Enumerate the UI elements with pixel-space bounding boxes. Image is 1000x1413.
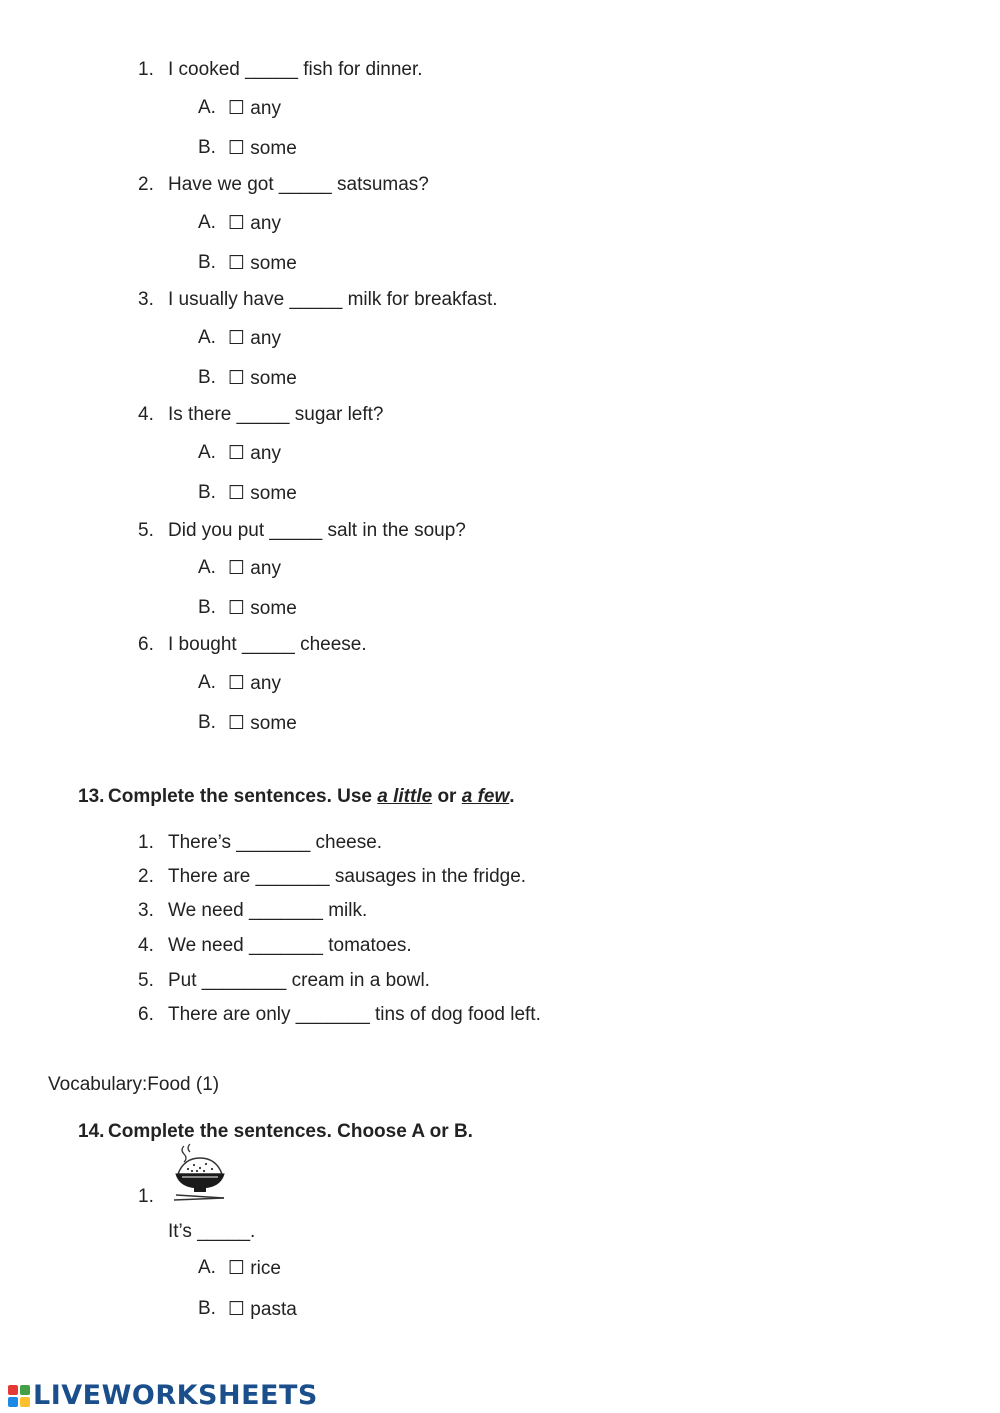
question-text: Is there _____ sugar left? [168,404,384,425]
question-text: Did you put _____ salt in the soup? [168,520,466,541]
sentence-number: 4. [138,935,154,956]
option-checkbox[interactable]: ☐ any [228,328,281,349]
sentence-number: 2. [138,866,154,887]
option-checkbox[interactable]: ☐ any [228,673,281,694]
option-letter: B. [198,1298,216,1319]
option-checkbox[interactable]: ☐ any [228,213,281,234]
option-letter: B. [198,367,216,388]
heading-option-a-few: a few [461,786,510,807]
option-letter: A. [198,212,216,233]
sentence-text: We need _______ milk. [168,900,368,921]
question-number: 1. [138,1186,154,1207]
option-letter: B. [198,252,216,273]
exercise-heading [108,786,515,808]
question-number: 5. [138,520,154,541]
sentence-number: 3. [138,900,154,921]
sentence-text: There are only _______ tins of dog food left. [168,1004,541,1025]
option-checkbox[interactable]: ☐ any [228,443,281,464]
sentence-text: There’s _______ cheese. [168,832,383,853]
question-number: 4. [138,404,154,425]
sentence-number: 6. [138,1004,154,1025]
question-text: It’s _____. [168,1221,256,1242]
option-checkbox[interactable]: ☐ some [228,483,297,504]
liveworksheets-logo [8,1380,318,1411]
heading-option-a-little: a little [377,786,433,807]
exercise-heading: Complete the sentences. Choose A or B. [108,1121,473,1142]
option-letter: A. [198,327,216,348]
sentence-text: We need _______ tomatoes. [168,935,412,956]
question-text: I usually have _____ milk for breakfast. [168,289,498,310]
question-text: Have we got _____ satsumas? [168,174,429,195]
option-letter: B. [198,597,216,618]
logo-blocks-icon [8,1385,30,1407]
vocabulary-title: Vocabulary:Food (1) [48,1074,220,1095]
rice-bowl-icon [170,1140,230,1204]
question-number: 3. [138,289,154,310]
option-checkbox[interactable]: ☐ some [228,368,297,389]
sentence-text: There are _______ sausages in the fridge. [168,866,527,887]
exercise-number: 13. [78,786,105,807]
exercise-number: 14. [78,1121,105,1142]
option-letter: B. [198,712,216,733]
sentence-text: Put ________ cream in a bowl. [168,970,430,991]
sentence-number: 5. [138,970,154,991]
option-letter: A. [198,97,216,118]
option-letter: B. [198,137,216,158]
option-checkbox[interactable]: ☐ rice [228,1258,281,1279]
question-number: 2. [138,174,154,195]
heading-or: or [432,786,462,807]
option-letter: A. [198,1257,216,1278]
option-letter: A. [198,672,216,693]
logo-text: LIVEWORKSHEETS [33,1380,318,1411]
question-text: I bought _____ cheese. [168,634,367,655]
option-checkbox[interactable]: ☐ some [228,598,297,619]
option-checkbox[interactable]: ☐ some [228,713,297,734]
sentence-number: 1. [138,832,154,853]
option-checkbox[interactable]: ☐ any [228,558,281,579]
option-letter: A. [198,557,216,578]
heading-suffix: . [509,786,515,807]
option-checkbox[interactable]: ☐ some [228,138,297,159]
heading-prefix: Complete the sentences. Use [108,786,378,807]
option-letter: A. [198,442,216,463]
question-number: 1. [138,59,154,80]
option-checkbox[interactable]: ☐ some [228,253,297,274]
option-checkbox[interactable]: ☐ pasta [228,1299,297,1320]
option-checkbox[interactable]: ☐ any [228,98,281,119]
option-letter: B. [198,482,216,503]
question-number: 6. [138,634,154,655]
question-text: I cooked _____ fish for dinner. [168,59,423,80]
